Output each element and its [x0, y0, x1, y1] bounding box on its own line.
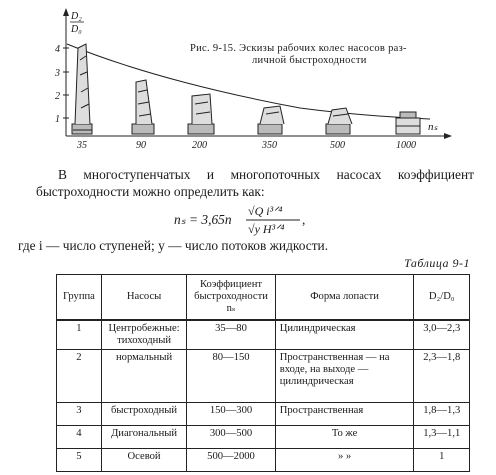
pump-types-table	[56, 274, 470, 472]
impeller-sketches-figure	[0, 0, 496, 160]
where-definition: где i — число ступеней; y — число потоков жидкости.	[18, 238, 329, 253]
table-row	[57, 426, 470, 449]
figure-caption-line1: Рис. 9-15. Эскизы рабочих колес насосов раз-	[190, 43, 407, 54]
cell-ratio: 3,0—2,3	[414, 320, 470, 350]
formula-end-comma: ,	[302, 212, 306, 227]
y-tick-1: 1	[55, 114, 60, 125]
table-row	[57, 320, 470, 350]
cell-group: 4	[57, 426, 102, 449]
x-axis-label: nₛ	[428, 121, 438, 133]
x-tick-1000: 1000	[396, 140, 416, 151]
cell-ratio: 1	[414, 449, 470, 472]
x-tick-200: 200	[192, 140, 207, 151]
formula-lhs: nₛ = 3,65n	[174, 212, 232, 227]
cell-blade: Пространственная — на входе, на выходе — цилиндрическая	[275, 350, 414, 403]
cell-ratio: 1,3—1,1	[414, 426, 470, 449]
table-caption: Таблица 9-1	[404, 256, 470, 270]
header-pumps: Насосы	[101, 275, 186, 321]
cell-group: 5	[57, 449, 102, 472]
y-tick-4: 4	[55, 44, 60, 55]
y-label-bottom: D₀	[71, 24, 82, 35]
cell-group: 2	[57, 350, 102, 403]
table-row	[57, 403, 470, 426]
cell-pumps: Центробежные: тихоходный	[101, 320, 186, 350]
formula-numerator: √Q i³ᐟ⁴	[248, 204, 283, 218]
y-label-top: D₂	[71, 11, 82, 22]
cell-pumps: нормальный	[101, 350, 186, 403]
cell-ratio: 1,8—1,3	[414, 403, 470, 426]
body-paragraph: В многоступенчатых и многопоточных насосах коэффициент быстроходности можно определить как:	[36, 167, 474, 199]
cell-speed: 300—500	[187, 426, 275, 449]
y-tick-2: 2	[55, 91, 60, 102]
table-row	[57, 350, 470, 403]
cell-speed: 80—150	[187, 350, 275, 403]
y-axis-arrow	[63, 8, 69, 16]
x-tick-35: 35	[77, 140, 87, 151]
impeller-sketch-90	[132, 80, 154, 134]
cell-blade: То же	[275, 426, 414, 449]
cell-speed: 500—2000	[187, 449, 275, 472]
cell-pumps: Диагональный	[101, 426, 186, 449]
header-group: Группа	[57, 275, 102, 321]
cell-blade: » »	[275, 449, 414, 472]
table-header-row	[57, 275, 470, 321]
y-tick-3: 3	[55, 68, 60, 79]
cell-speed: 150—300	[187, 403, 275, 426]
impeller-sketch-200	[188, 94, 214, 134]
header-diameter-ratio: D₂/D₀	[414, 275, 470, 321]
cell-speed: 35—80	[187, 320, 275, 350]
x-axis-arrow	[444, 133, 452, 139]
cell-blade: Цилиндрическая	[275, 320, 414, 350]
formula-denominator: √y H³ᐟ⁴	[248, 222, 285, 236]
cell-group: 3	[57, 403, 102, 426]
table-row	[57, 449, 470, 472]
cell-pumps: быстроходный	[101, 403, 186, 426]
cell-group: 1	[57, 320, 102, 350]
x-tick-90: 90	[136, 140, 146, 151]
header-speed-coefficient: Коэффициент быстроходности nₛ	[187, 275, 275, 321]
impeller-sketch-35	[72, 44, 92, 134]
cell-blade: Пространственная	[275, 403, 414, 426]
header-blade-shape: Форма лопасти	[275, 275, 414, 321]
cell-ratio: 2,3—1,8	[414, 350, 470, 403]
envelope-curve	[67, 44, 430, 119]
impeller-sketch-350	[258, 106, 284, 134]
x-tick-500: 500	[330, 140, 345, 151]
cell-pumps: Осевой	[101, 449, 186, 472]
x-tick-350: 350	[262, 140, 277, 151]
figure-caption-line2: личной быстроходности	[252, 55, 367, 66]
impeller-sketch-1000	[396, 112, 420, 134]
speed-coefficient-formula	[0, 203, 496, 237]
